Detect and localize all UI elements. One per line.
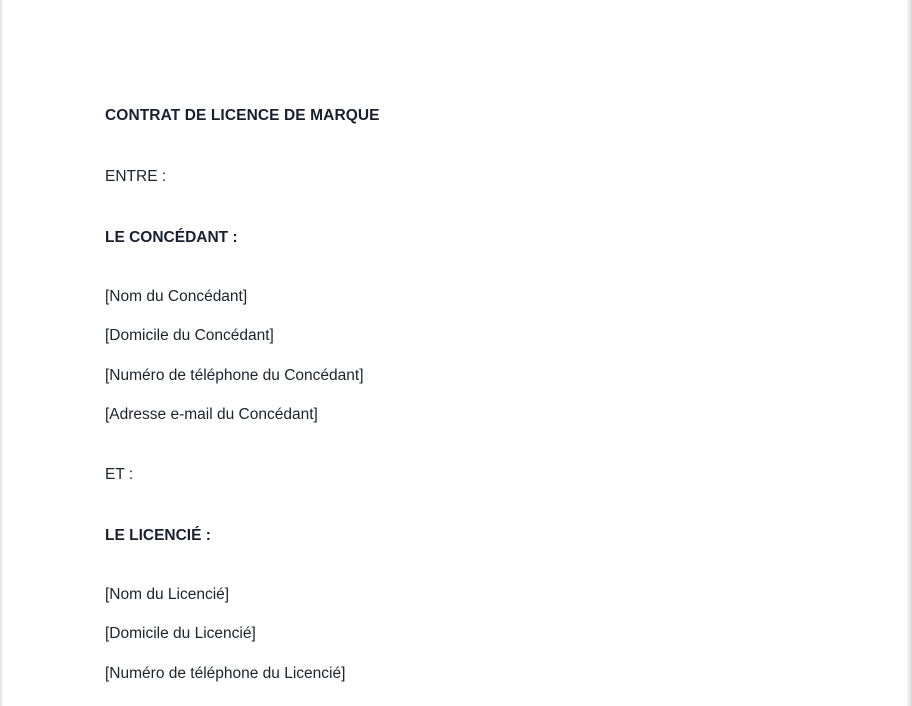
document-title: CONTRAT DE LICENCE DE MARQUE: [105, 107, 380, 124]
licensee-field-phone: [Numéro de téléphone du Licencié]: [105, 664, 346, 682]
page-edge-left: [0, 0, 4, 706]
licensee-field-address: [Domicile du Licencié]: [105, 625, 256, 643]
licensee-field-name: [Nom du Licencié]: [105, 585, 230, 603]
licensor-field-email: [Adresse e-mail du Concédant]: [105, 406, 318, 424]
licensor-heading: LE CONCÉDANT :: [105, 228, 238, 246]
page-edge-right: [906, 0, 912, 706]
between-label: ENTRE :: [105, 167, 167, 185]
licensee-heading: LE LICENCIÉ :: [105, 526, 211, 544]
licensor-field-address: [Domicile du Concédant]: [105, 327, 274, 345]
and-label: ET :: [105, 465, 134, 483]
licensor-field-phone: [Numéro de téléphone du Concédant]: [105, 366, 364, 384]
licensor-field-name: [Nom du Concédant]: [105, 287, 248, 305]
document-content: [105, 0, 805, 681]
